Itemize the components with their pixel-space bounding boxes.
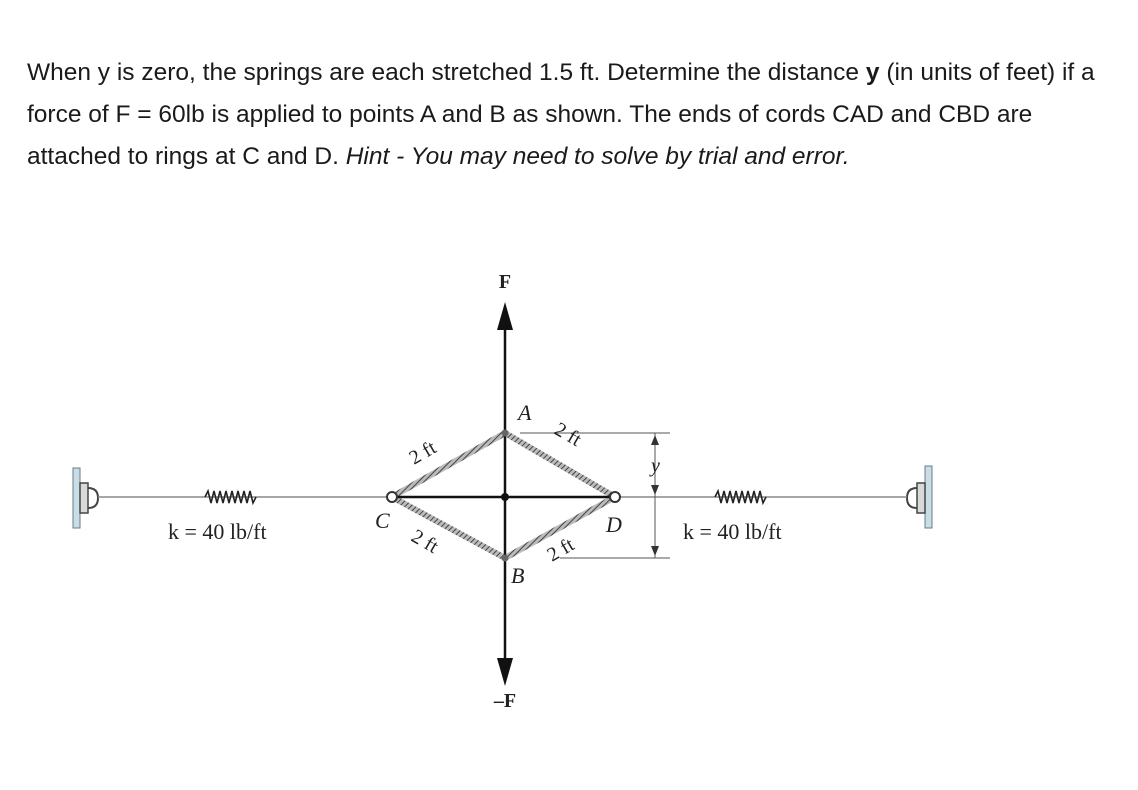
force-top-label: F	[498, 271, 512, 293]
problem-text-1: When y is zero, the springs are each stretched 1.5 ft. Determine the distance	[27, 59, 866, 86]
ring-d	[610, 492, 620, 502]
force-arrow-down	[497, 658, 513, 686]
cord-length-bd: 2 ft	[543, 533, 579, 567]
point-b-label: B	[511, 563, 525, 588]
point-a-label: A	[518, 400, 532, 425]
point-d-label: D	[606, 512, 622, 537]
right-spring	[715, 491, 766, 503]
center-point	[501, 493, 509, 501]
force-arrow-up	[497, 302, 513, 330]
dimension-y-label: y	[651, 455, 660, 477]
spring-left-label: k = 40 lb/ft	[168, 519, 267, 544]
cord-length-ad: 2 ft	[550, 418, 586, 451]
point-a-dot	[502, 430, 509, 437]
ring-c	[387, 492, 397, 502]
force-bottom-label: –F	[493, 690, 517, 712]
left-wall-support	[73, 468, 98, 528]
cord-length-ca: 2 ft	[405, 436, 441, 470]
spring-right-label: k = 40 lb/ft	[683, 519, 782, 544]
point-c-label: C	[375, 508, 390, 533]
problem-var-y: y	[865, 59, 880, 86]
cord-length-cb: 2 ft	[407, 525, 443, 558]
right-wall-support	[907, 466, 932, 528]
problem-text-2: (in units of feet) if a force of F = 60lb is applied to points A and B as shown. The ends of cords CAD and CBD are attached to rings at C and D.	[27, 59, 1095, 170]
left-spring	[205, 491, 256, 503]
point-b-dot	[502, 555, 509, 562]
problem-hint: Hint - You may need to solve by trial and error.	[345, 143, 850, 170]
